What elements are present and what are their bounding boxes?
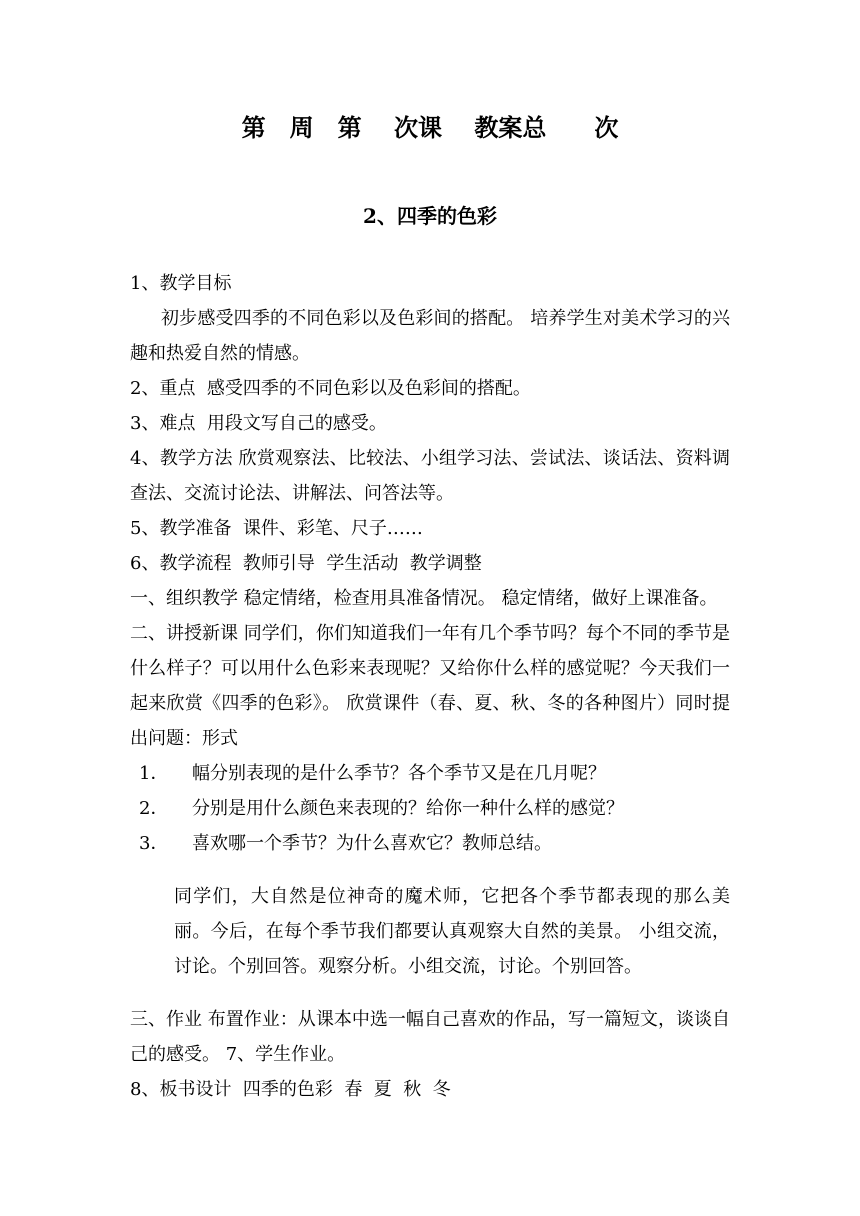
question-text: 喜欢哪一个季节？为什么喜欢它？教师总结。 [192,833,552,854]
difficulty: 3、难点 用段文写自己的感受。 [130,413,387,434]
teaching-methods: 4、教学方法 欣赏观察法、比较法、小组学习法、尝试法、谈话法、资料调查法、交流讨论法、讲解法、问答法等。 [130,448,730,504]
objective-text: 初步感受四季的不同色彩以及色彩间的搭配。 培养学生对美术学习的兴趣和热爱自然的情感。 [130,308,730,364]
key-point: 2、重点 感受四季的不同色彩以及色彩间的搭配。 [130,378,531,399]
question-number: 3． [139,833,169,854]
step-new-lesson: 二、讲授新课 同学们，你们知道我们一年有几个季节吗？每个不同的季节是什么样子？可以用什么色彩来表现呢？又给你什么样的感觉呢？今天我们一起来欣赏《四季的色彩》。 欣赏课件（春、夏、秋、冬的各种图片）同时提出问题：形式 [130,623,730,749]
question-text: 幅分别表现的是什么季节？各个季节又是在几月呢？ [192,763,606,784]
board-design: 8、板书设计 四季的色彩 春 夏 秋 冬 [130,1079,451,1100]
question-number: 2． [139,798,169,819]
lesson-title: 2、四季的色彩 [363,204,497,228]
teaching-process: 6、教学流程 教师引导 学生活动 教学调整 [130,553,482,574]
lesson-body [130,266,730,1107]
objective-heading: 1、教学目标 [130,273,232,294]
step-organize: 一、组织教学 稳定情绪，检查用具准备情况。 稳定情绪，做好上课准备。 [130,588,718,609]
question-item [130,826,730,861]
question-text: 分别是用什么颜色来表现的？给你一种什么样的感觉？ [192,798,624,819]
step-homework: 三、作业 布置作业：从课本中选一幅自己喜欢的作品，写一篇短文，谈谈自己的感受。 7、学生作业。 [130,1009,730,1065]
question-item [130,756,730,791]
page-header-title: 第 周 第 次课 教案总 次 [241,113,619,142]
question-item [130,791,730,826]
question-number: 1． [139,763,169,784]
teaching-preparation: 5、教学准备 课件、彩笔、尺子…… [130,518,423,539]
teacher-summary: 同学们，大自然是位神奇的魔术师，它把各个季节都表现的那么美丽。今后，在每个季节我们都要认真观察大自然的美景。 小组交流，讨论。个别回答。观察分析。小组交流，讨论。个别回答。 [174,886,730,977]
